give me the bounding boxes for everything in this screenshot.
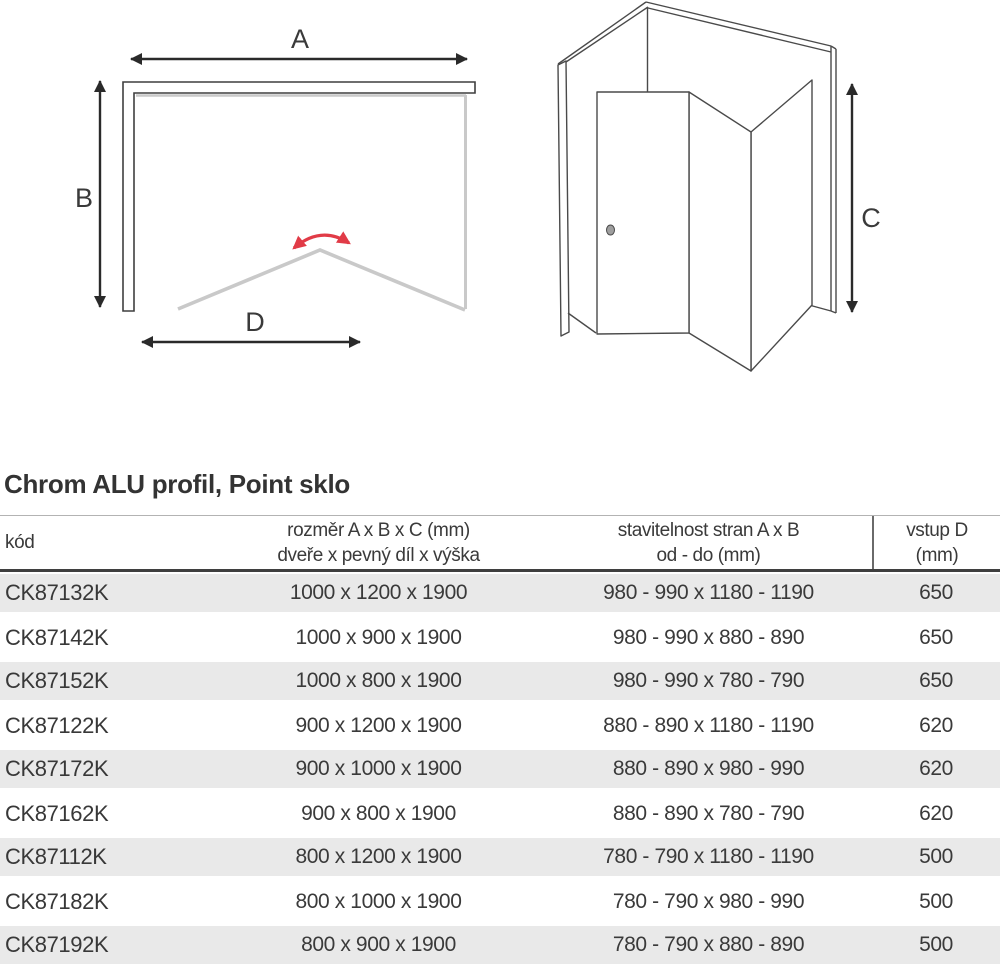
header-line: (mm): [915, 544, 959, 566]
left-wall-panel: [558, 61, 569, 336]
table-header-row: [0, 515, 1000, 572]
technical-diagrams: [0, 0, 1000, 462]
header-line: od - do (mm): [656, 544, 761, 566]
cell-stavitelnost: 780 - 790 x 1180 - 1190: [603, 845, 814, 868]
header-line: vstup D: [906, 519, 968, 541]
cell-vstup: 650: [919, 669, 953, 692]
cell-kod: CK87182K: [5, 889, 109, 914]
right-wall-top-edge: [646, 2, 831, 46]
wall-profile-shape: [123, 82, 475, 311]
dimension-b-label: B: [74, 183, 94, 213]
cell-stavitelnost: 880 - 890 x 1180 - 1190: [603, 714, 814, 737]
cell-stavitelnost: 980 - 990 x 780 - 790: [612, 669, 805, 692]
cell-vstup: 650: [919, 581, 953, 604]
floor-edge-line: [568, 313, 596, 333]
column-header-stavitelnost: [545, 516, 872, 569]
table-row: [0, 748, 1000, 792]
header-line: kód: [5, 532, 35, 553]
cell-rozmer: 1000 x 800 x 1900: [295, 669, 462, 692]
door-swing-arrow: [294, 235, 349, 248]
dimension-a-label: A: [290, 24, 310, 54]
table-row: [0, 616, 1000, 660]
left-wall-top-edge: [558, 2, 646, 64]
door-knob: [607, 225, 615, 235]
column-header-rozmer: [212, 516, 545, 569]
cell-kod: CK87122K: [5, 713, 109, 738]
table-row: [0, 836, 1000, 880]
cell-rozmer: 800 x 900 x 1900: [301, 933, 456, 956]
column-header-kod: [0, 516, 212, 569]
front-door-leaf: [597, 92, 689, 334]
cell-kod: CK87162K: [5, 801, 109, 826]
cell-vstup: 500: [919, 933, 953, 956]
header-line: dveře x pevný díl x výška: [277, 544, 480, 566]
fixed-glass-panel: [751, 80, 812, 371]
right-wall-top-inner-edge: [648, 8, 831, 52]
table-row: [0, 924, 1000, 968]
cell-kod: CK87142K: [5, 625, 109, 650]
dimension-c-label: C: [861, 203, 881, 233]
cell-kod: CK87192K: [5, 932, 109, 957]
table-row: [0, 792, 1000, 836]
perspective-view-diagram: [558, 2, 881, 371]
cell-rozmer: 1000 x 1200 x 1900: [289, 581, 468, 604]
cell-rozmer: 900 x 1000 x 1900: [295, 757, 462, 780]
cell-kod: CK87152K: [5, 668, 109, 693]
table-row: [0, 660, 1000, 704]
header-line: rozměr A x B x C (mm): [287, 519, 470, 541]
cell-vstup: 500: [919, 845, 953, 868]
left-wall-top-inner-edge: [566, 7, 648, 62]
spec-table: [0, 515, 1000, 968]
cell-vstup: 650: [919, 626, 953, 649]
cell-vstup: 500: [919, 890, 953, 913]
cell-rozmer: 1000 x 900 x 1900: [295, 626, 462, 649]
cell-rozmer: 800 x 1200 x 1900: [295, 845, 462, 868]
plan-view-diagram: [75, 24, 475, 342]
cell-stavitelnost: 780 - 790 x 880 - 890: [612, 933, 805, 956]
table-row: [0, 880, 1000, 924]
cell-rozmer: 900 x 800 x 1900: [301, 802, 456, 825]
cell-kod: CK87112K: [5, 844, 107, 869]
cell-vstup: 620: [919, 714, 953, 737]
cell-stavitelnost: 980 - 990 x 1180 - 1190: [603, 581, 814, 604]
table-row: [0, 572, 1000, 616]
right-wall-top-cap: [831, 46, 836, 49]
cell-stavitelnost: 880 - 890 x 980 - 990: [612, 757, 805, 780]
cell-stavitelnost: 880 - 890 x 780 - 790: [612, 802, 805, 825]
right-wall-bottom-edge: [809, 305, 831, 311]
cell-vstup: 620: [919, 802, 953, 825]
page-title: Chrom ALU profil, Point sklo: [4, 469, 350, 499]
cell-stavitelnost: 780 - 790 x 980 - 990: [612, 890, 805, 913]
folding-door-line: [178, 250, 465, 310]
table-row: [0, 704, 1000, 748]
header-line: stavitelnost stran A x B: [617, 519, 800, 541]
right-wall-bottom-cap: [831, 311, 836, 313]
cell-rozmer: 800 x 1000 x 1900: [295, 890, 462, 913]
cell-kod: CK87132K: [5, 580, 109, 605]
cell-kod: CK87172K: [5, 756, 109, 781]
cell-rozmer: 900 x 1200 x 1900: [295, 714, 462, 737]
cell-stavitelnost: 980 - 990 x 880 - 890: [612, 626, 805, 649]
column-header-vstup: [872, 516, 1000, 569]
folded-door-leaf: [689, 92, 751, 371]
cell-vstup: 620: [919, 757, 953, 780]
dimension-d-label: D: [245, 307, 265, 337]
